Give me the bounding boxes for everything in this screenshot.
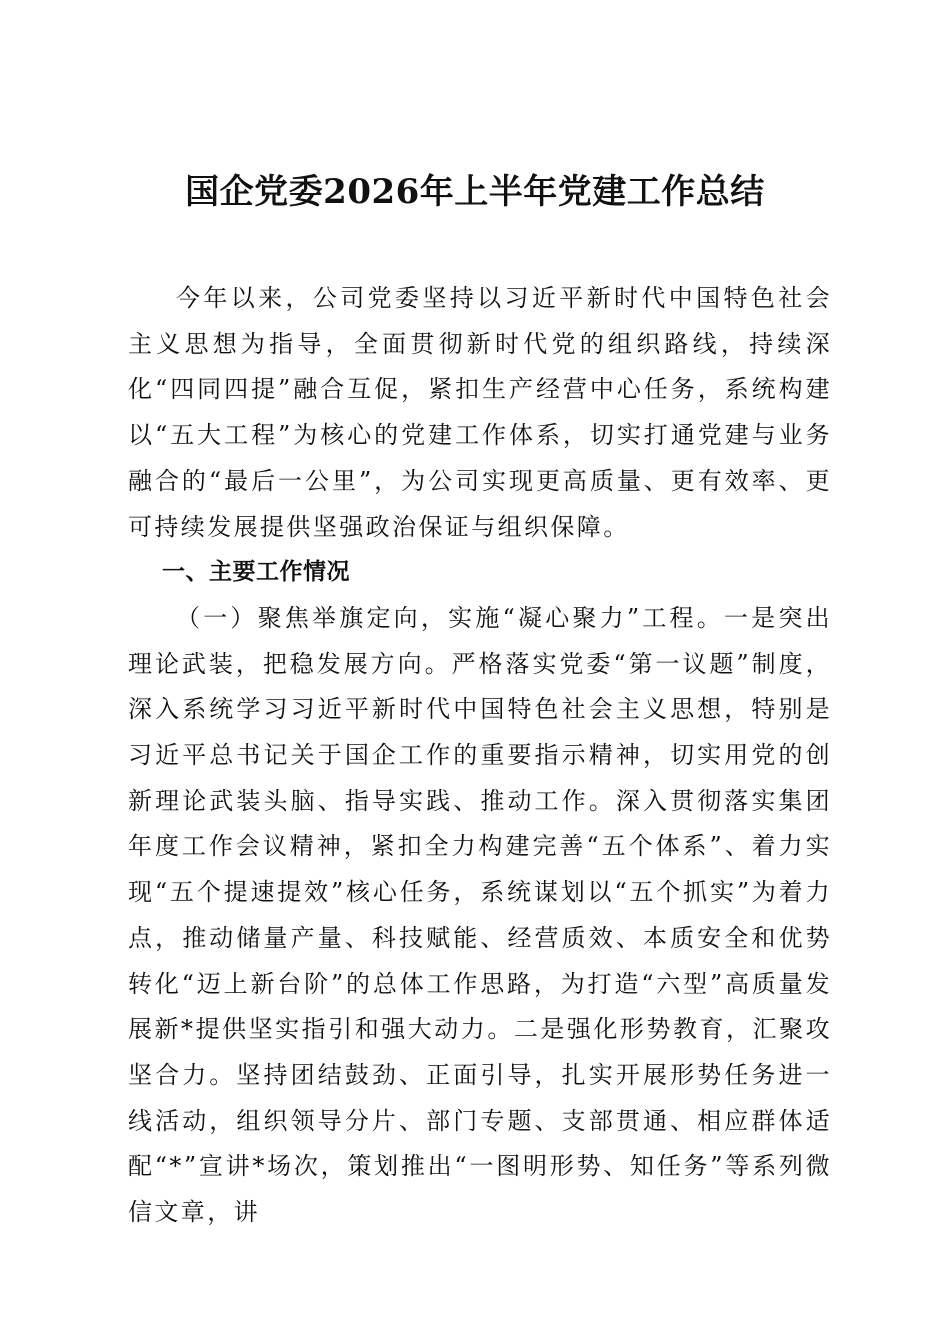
section-paragraph: （一）聚焦举旗定向，实施“凝心聚力”工程。一是突出理论武装，把稳发展方向。严格落实党委“第一议题”制度，深入系统学习习近平新时代中国特色社会主义思想，特别是习近平总书记关于国企工作的重要指示精神，切实用党的创新理论武装头脑、指导实践、推动工作。深入贯彻落实集团年度工作会议精神，紧扣全力构建完善“五个体系”、着力实现“五个提速提效”核心任务，系统谋划以“五个抓实”为着力点，推动储量产量、科技赋能、经营质效、本质安全和优势转化“迈上新台阶”的总体工作思路，为打造“六型”高质量发展新*提供坚实指引和强大动力。二是强化形势教育，汇聚攻坚合力。坚持团结鼓劲、正面引导，扎实开展形势任务进一线活动，组织领导分片、部门专题、支部贯通、相应群体适配“*”宣讲*场次，策划推出“一图明形势、知任务”等系列微信文章，讲 (128, 603, 832, 1227)
section-heading: 一、主要工作情况 (162, 559, 350, 586)
document-title: 国企党委2026年上半年党建工作总结 (185, 172, 765, 212)
document-body (128, 276, 832, 1236)
intro-paragraph: 今年以来，公司党委坚持以习近平新时代中国特色社会主义思想为指导，全面贯彻新时代党的组织路线，持续深化“四同四提”融合互促，紧扣生产经营中心任务，系统构建以“五大工程”为核心的党建工作体系，切实打通党建与业务融合的“最后一公里”，为公司实现更高质量、更有效率、更可持续发展提供坚强政治保证与组织保障。 (128, 284, 832, 541)
